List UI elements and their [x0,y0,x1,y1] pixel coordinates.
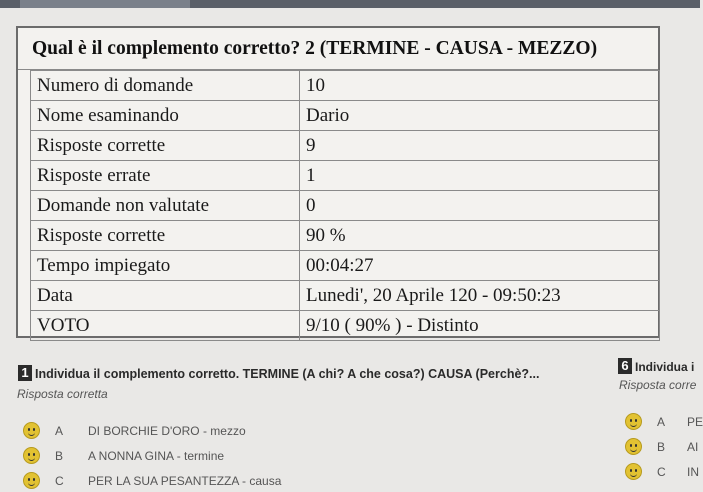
question-status: Risposta corre [619,378,697,392]
answer-text: IN [687,465,699,479]
row-label: Risposte corrette [31,221,300,251]
row-label: VOTO [31,311,300,341]
row-label: Nome esaminando [31,101,300,131]
smiley-face-icon [23,422,40,439]
table-row [31,311,660,341]
question-status: Risposta corretta [17,387,108,401]
top-bar [0,0,700,8]
answer-option[interactable] [20,447,340,467]
row-label: Data [31,281,300,311]
top-tab [20,0,190,8]
row-value: 1 [300,161,660,191]
row-label: Numero di domande [31,71,300,101]
answer-letter: C [657,465,666,479]
smiley-face-icon [625,413,642,430]
row-value: 00:04:27 [300,251,660,281]
table-row [31,281,660,311]
answer-letter: B [55,449,64,463]
row-label: Tempo impiegato [31,251,300,281]
table-row [31,251,660,281]
table-row [31,221,660,251]
smiley-face-icon [625,438,642,455]
table-row [31,191,660,221]
question-text: Individua il complemento corretto. TERMINE (A chi? A che cosa?) CAUSA (Perchè?... [35,367,540,381]
answer-option[interactable] [20,422,340,442]
table-row [31,161,660,191]
row-value: 9 [300,131,660,161]
results-title: Qual è il complemento corretto? 2 (TERMINE - CAUSA - MEZZO) [18,28,658,70]
answer-text: PER LA SUA PESANTEZZA - causa [88,474,282,488]
questions-area [0,355,703,488]
row-label: Risposte corrette [31,131,300,161]
row-value: 10 [300,71,660,101]
smiley-face-icon [23,472,40,489]
answer-option[interactable] [625,463,700,483]
answer-letter: A [55,424,64,438]
answer-option[interactable] [20,472,340,492]
table-row [31,101,660,131]
row-value: 0 [300,191,660,221]
table-row [31,131,660,161]
row-label: Risposte errate [31,161,300,191]
answer-text: A NONNA GINA - termine [88,449,225,463]
row-value: Dario [300,101,660,131]
results-table [30,70,660,341]
answer-text: AI [687,440,699,454]
answer-text: PE [687,415,703,429]
question-number: 1 [18,365,32,381]
row-label: Domande non valutate [31,191,300,221]
answer-letter: B [657,440,666,454]
answer-letter: A [657,415,666,429]
answer-option[interactable] [625,413,703,433]
answer-text: DI BORCHIE D'ORO - mezzo [88,424,246,438]
row-value: Lunedi', 20 Aprile 120 - 09:50:23 [300,281,660,311]
answer-option[interactable] [625,438,700,458]
table-row [31,71,660,101]
results-panel [16,26,660,338]
question-number: 6 [618,358,632,374]
row-value: 90 % [300,221,660,251]
smiley-face-icon [23,447,40,464]
row-value: 9/10 ( 90% ) - Distinto [300,311,660,341]
answer-letter: C [55,474,64,488]
smiley-face-icon [625,463,642,480]
question-text: Individua i [635,360,695,374]
